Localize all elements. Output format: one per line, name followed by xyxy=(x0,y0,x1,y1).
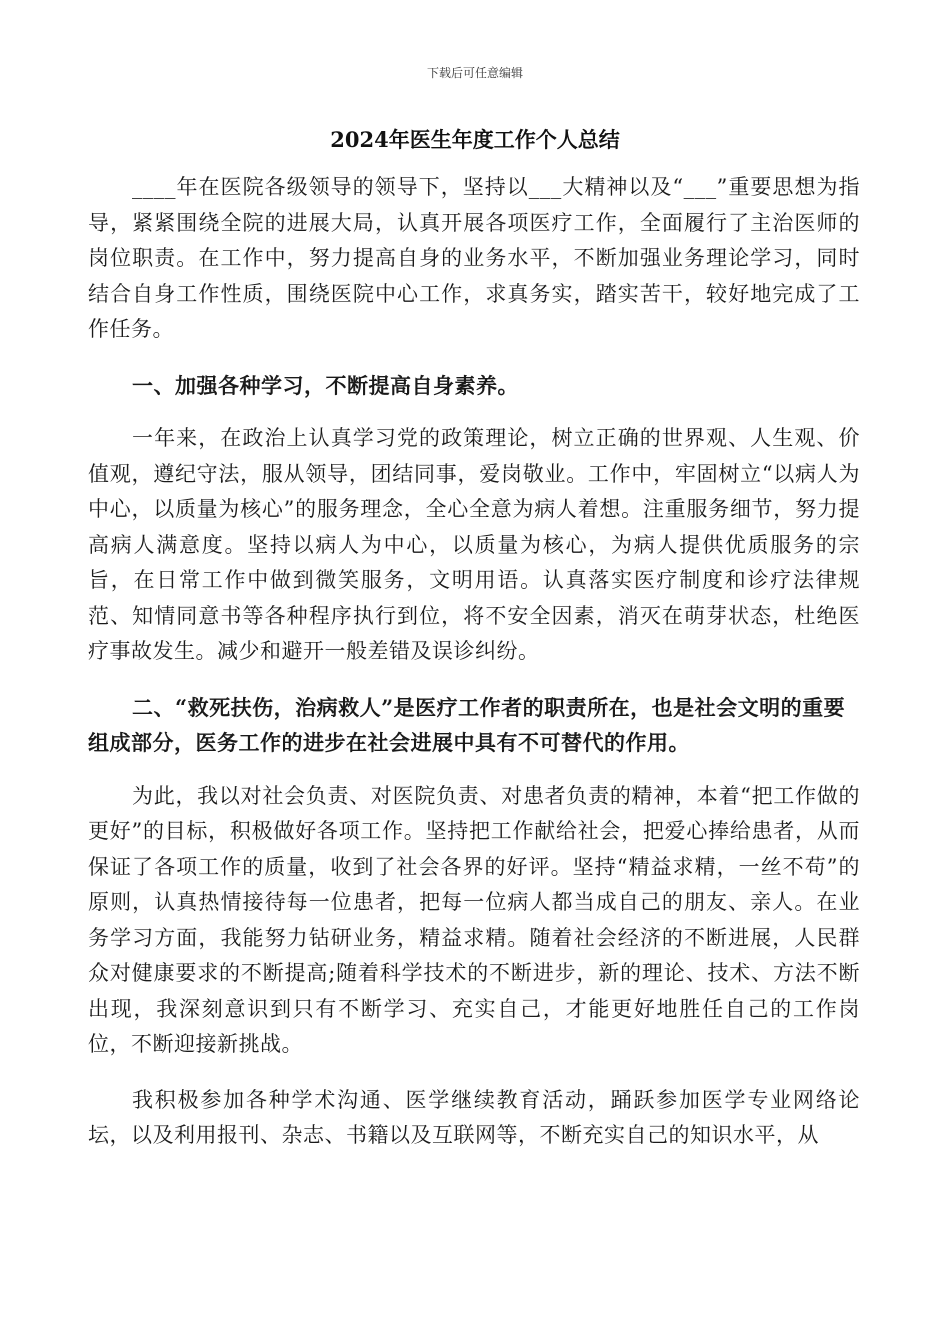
section-2-paragraph-2: 我积极参加各种学术沟通、医学继续教育活动，踊跃参加医学专业网络论坛，以及利用报刊、杂志、书籍以及互联网等，不断充实自己的知识水平，从 xyxy=(88,1087,860,1147)
intro-paragraph: ____年在医院各级领导的领导下，坚持以___大精神以及“___”重要思想为指导，紧紧围绕全院的进展大局，认真开展各项医疗工作，全面履行了主治医师的岗位职责。在工作中，努力提高自身的业务水平，不断加强业务理论学习，同时结合自身工作性质，围绕医院中心工作，求真务实，踏实苦干，较好地完成了工作任务。 xyxy=(88,175,860,341)
document-body xyxy=(88,170,860,1154)
header-note: 下载后可任意编辑 xyxy=(426,66,523,80)
document-title: 2024年医生年度工作个人总结 xyxy=(330,127,620,152)
section-2-paragraph-1: 为此，我以对社会负责、对医院负责、对患者负责的精神，本着“把工作做的更好”的目标，积极做好各项工作。坚持把工作献给社会，把爱心捧给患者，从而保证了各项工作的质量，收到了社会各界的好评。坚持“精益求精，一丝不苟”的原则，认真热情接待每一位患者，把每一位病人都当成自己的朋友、亲人。在业务学习方面，我能努力钻研业务，精益求精。随着社会经济的不断进展，人民群众对健康要求的不断提高;随着科学技术的不断进步，新的理论、技术、方法不断出现，我深刻意识到只有不断学习、充实自己，才能更好地胜任自己的工作岗位，不断迎接新挑战。 xyxy=(88,783,860,1056)
section-heading-1: 一、加强各种学习，不断提高自身素养。 xyxy=(132,372,519,398)
section-1-paragraph: 一年来，在政治上认真学习党的政策理论，树立正确的世界观、人生观、价值观，遵纪守法，服从领导，团结同事，爱岗敬业。工作中，牢固树立“以病人为中心，以质量为核心”的服务理念，全心全意为病人着想。注重服务细节，努力提高病人满意度。坚持以病人为中心，以质量为核心，为病人提供优质服务的宗旨，在日常工作中做到微笑服务，文明用语。认真落实医疗制度和诊疗法律规范、知情同意书等各种程序执行到位，将不安全因素，消灭在萌芽状态，杜绝医疗事故发生。减少和避开一般差错及误诊纠纷。 xyxy=(88,426,860,663)
section-heading-2: 二、“救死扶伤，治病救人”是医疗工作者的职责所在，也是社会文明的重要组成部分，医务工作的进步在社会进展中具有不可替代的作用。 xyxy=(88,694,846,755)
